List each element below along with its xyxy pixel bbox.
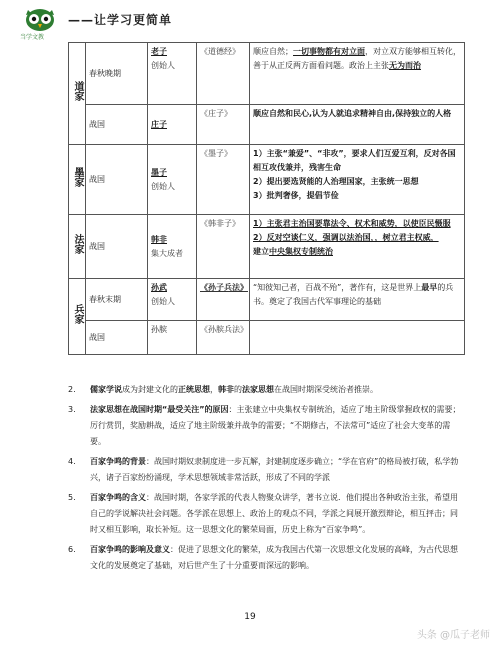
person-cell: 孙武 创始人: [148, 279, 197, 321]
book-cell: 《庄子》: [197, 105, 250, 145]
person-name: 老子: [151, 47, 167, 56]
book-cell: 《墨子》: [197, 145, 250, 215]
era-cell: 春秋末期: [86, 279, 148, 321]
idea-cell: 1）主张君主治国要靠法令、权术和威势，以使臣民慑服 2）反对空谈仁义，强调以法治国，，树立君主权威， 建立中央集权专制统治: [250, 215, 465, 279]
book-cell: 《道德经》: [197, 43, 250, 105]
list-item: 3. 法家思想在战国时期“最受关注”的原因：主张建立中央集权专制统治，适应了地主阶级掌握政权的需要；厉行赏罚，奖励耕战，适应了地主阶级兼并战争的需要；“不期修古，不法常可”适应了社会大变革的需要。: [68, 405, 461, 446]
era-cell: 春秋晚期: [86, 43, 148, 105]
person-cell: 庄子: [148, 105, 197, 145]
table-row: [69, 105, 465, 145]
page-header: [20, 6, 480, 40]
list-item: 4. 百家争鸣的背景：战国时期奴隶制度进一步瓦解，封建制度逐步确立；“学在官府”的格局被打破，私学勃兴，诸子百家纷纷涌现，学术思想领域非常活跃，形成了不同的学派: [68, 457, 459, 482]
person-cell: 墨子 创始人: [148, 145, 197, 215]
idea-cell: 顺应自然；一切事物都有对立面，对立双方能够相互转化，善于从正反两方面看问题。政治上主张无为而治: [250, 43, 465, 105]
list-item: 6. 百家争鸣的影响及意义：促进了思想文化的繁荣，成为我国古代第一次思想文化发展的高峰，为古代思想文化的发展奠定了基础，对后世产生了十分重要而深远的影响。: [68, 545, 458, 570]
school-cell-dao: 道家: [69, 43, 86, 145]
idea-cell: 1）主张“兼爱”、“非攻”，要求人们互爱互利，反对各国相互攻伐兼并，残害生命 2）提出要选贤能的人治理国家，主张统一思想 3）批判奢侈，提倡节俭: [250, 145, 465, 215]
notes-list: [68, 382, 465, 578]
era-cell: 战国: [86, 145, 148, 215]
table-row: [69, 145, 465, 215]
idea-cell: 顺应自然和民心,认为人就追求精神自由,保持独立的人格: [250, 105, 465, 145]
table-row: [69, 321, 465, 355]
person-cell: 孙膑: [148, 321, 197, 355]
book-cell: 《孙膑兵法》: [197, 321, 250, 355]
header-slogan: ——让学习更简单: [68, 13, 173, 27]
idea-cell: “知彼知己者，百战不殆”，著作有，这是世界上最早的兵书。奠定了我国古代军事理论的基础: [250, 279, 465, 321]
era-cell: 战国: [86, 215, 148, 279]
schools-table: [68, 42, 465, 355]
person-cell: [148, 43, 197, 105]
era-cell: 战国: [86, 105, 148, 145]
list-item: 2. 儒家学说成为封建文化的正统思想，韩非的法家思想在战国时期深受统治者推崇。: [68, 385, 378, 394]
logo-text: 当学文教: [20, 34, 45, 41]
era-cell: 战国: [86, 321, 148, 355]
book-cell: 《韩非子》: [197, 215, 250, 279]
idea-cell: [250, 321, 465, 355]
school-cell-fa: 法家: [69, 215, 86, 279]
school-cell-bing: 兵家: [69, 279, 86, 355]
table-row: [69, 43, 465, 105]
page-number: 19: [244, 612, 256, 622]
table-row: [69, 279, 465, 321]
school-cell-mo: 墨家: [69, 145, 86, 215]
table-row: [69, 215, 465, 279]
person-role: 创始人: [151, 61, 175, 70]
watermark-text: 头条 @瓜子老师: [416, 630, 490, 641]
list-item: 5. 百家争鸣的含义：战国时期，各家学派的代表人物聚众讲学，著书立说．他们提出各种政治主张，希望用自己的学说解决社会问题。各学派在思想上、政治上的观点不同，学派之间展开激烈辩论，相互抨击；同时又相互影响，取长补短。这一思想文化的繁荣局面，历史上称为“百家争鸣”。: [68, 493, 458, 534]
person-cell: 韩非 集大成者: [148, 215, 197, 279]
book-cell: 《孙子兵法》: [197, 279, 250, 321]
